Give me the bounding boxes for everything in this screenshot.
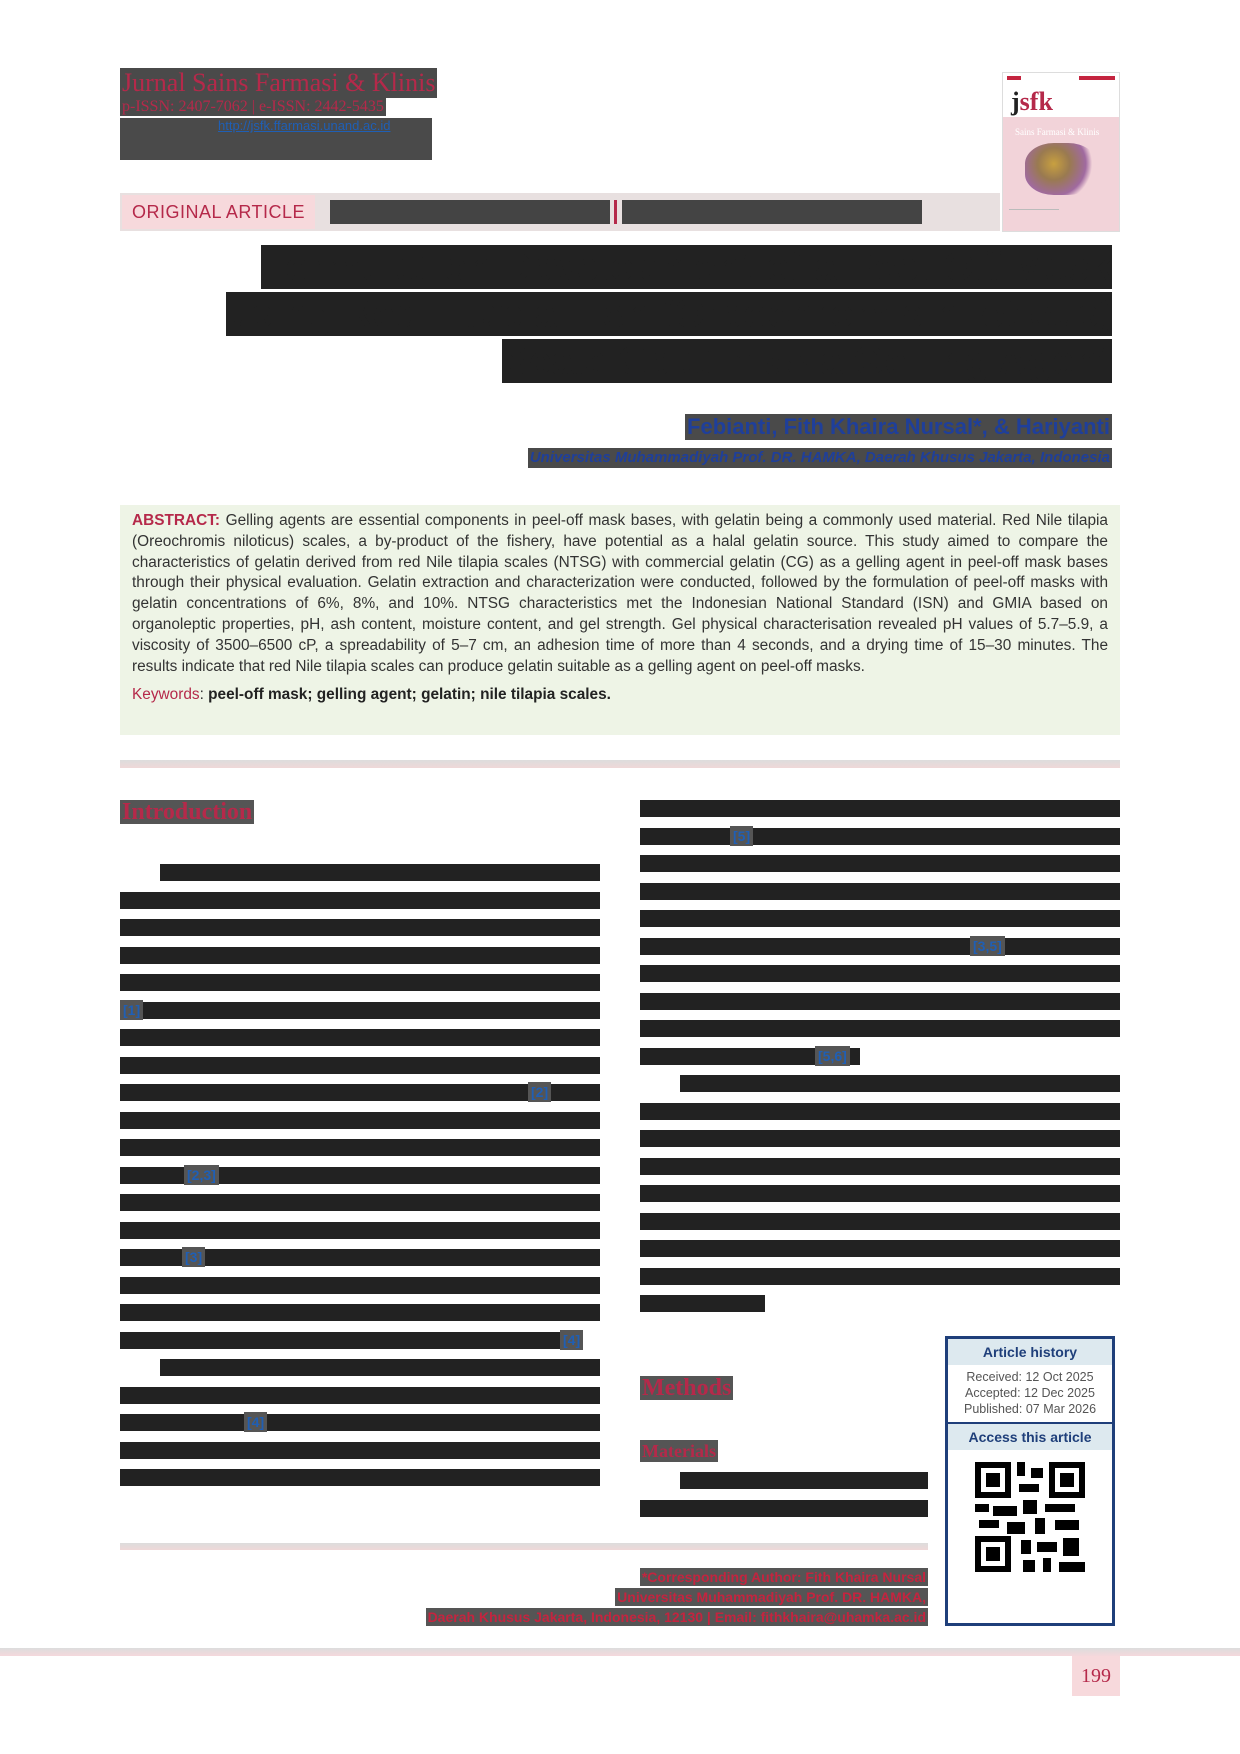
body-line xyxy=(120,1167,600,1184)
article-type-label: ORIGINAL ARTICLE xyxy=(122,195,315,229)
article-history-dates xyxy=(948,1365,1112,1424)
qr-finder xyxy=(1049,1462,1085,1498)
body-line xyxy=(640,1213,1120,1230)
body-line xyxy=(120,892,600,909)
title-line: using Red Tilapia Fish (Oreochromis niloticus) xyxy=(225,292,1112,336)
body-line xyxy=(120,1057,600,1074)
journal-url-link[interactable]: http://jsfk.ffarmasi.unand.ac.id xyxy=(218,118,391,133)
qr-finder xyxy=(975,1462,1011,1498)
body-line xyxy=(640,883,1120,900)
body-line xyxy=(640,938,1120,955)
body-line xyxy=(640,1268,1120,1285)
materials-text xyxy=(640,1472,928,1527)
body-line xyxy=(120,1029,600,1046)
article-title xyxy=(212,244,1112,385)
body-line xyxy=(120,1332,580,1349)
corresponding-address-email[interactable]: Daerah Khusus Jakarta, Indonesia, 12130 | Email: fithkhaira@uhamka.ac.id xyxy=(427,1609,926,1625)
published-date: Published: 07 Mar 2026 xyxy=(963,1402,1097,1416)
abstract-box xyxy=(120,505,1120,735)
heading-materials: Materials xyxy=(642,1441,716,1461)
citation-link[interactable]: [3] xyxy=(182,1247,205,1267)
cover-logo: jsfk xyxy=(1011,87,1053,116)
heading-methods: Methods xyxy=(642,1375,732,1401)
citation-link[interactable]: [3,5] xyxy=(970,936,1005,956)
heading-introduction: Introduction xyxy=(122,799,253,825)
keywords-list: peel-off mask; gelling agent; gelatin; nile tilapia scales. xyxy=(208,686,611,704)
body-column-left xyxy=(120,864,600,1497)
author-list: Febianti, Fith Khaira Nursal*, & Hariyanti xyxy=(687,414,1110,439)
body-line xyxy=(640,855,1120,872)
body-line xyxy=(640,1240,1120,1257)
body-line xyxy=(120,1442,600,1459)
molecule-illustration-icon xyxy=(1025,143,1097,195)
body-line xyxy=(640,1158,1120,1175)
article-meta-redacted-right xyxy=(622,200,922,224)
body-line xyxy=(120,1277,600,1294)
body-line xyxy=(640,1500,928,1517)
section-divider xyxy=(120,760,1120,768)
body-line xyxy=(120,947,600,964)
journal-issn: p-ISSN: 2407-7062 | e-ISSN: 2442-5435 xyxy=(122,98,384,115)
journal-name: Jurnal Sains Farmasi & Klinis xyxy=(122,68,436,97)
article-meta-redacted-left xyxy=(330,200,610,224)
body-line xyxy=(640,800,1120,817)
body-line xyxy=(640,965,1120,982)
article-history-heading: Article history xyxy=(948,1339,1112,1365)
journal-cover-image xyxy=(1002,72,1120,232)
body-line xyxy=(640,1185,1120,1202)
cover-top-mark xyxy=(1007,76,1021,80)
body-line xyxy=(120,1112,600,1129)
keywords-label: Keywords xyxy=(132,686,200,704)
citation-link[interactable]: [4] xyxy=(244,1412,267,1432)
body-line xyxy=(120,1304,600,1321)
accepted-date: Accepted: 12 Dec 2025 xyxy=(965,1386,1095,1400)
body-line xyxy=(120,1084,600,1101)
body-line xyxy=(120,919,600,936)
body-column-right xyxy=(640,800,1120,1323)
cover-title: Sains Farmasi & Klinis xyxy=(1015,127,1100,137)
body-line xyxy=(680,1472,928,1489)
citation-link[interactable]: [4] xyxy=(560,1330,583,1350)
keywords: Keywords: peel-off mask; gelling agent; gelatin; nile tilapia scales. xyxy=(132,686,611,704)
body-line xyxy=(640,1103,1120,1120)
qr-finder xyxy=(975,1536,1011,1572)
article-meta-separator xyxy=(614,200,617,224)
article-history-box xyxy=(945,1336,1115,1626)
body-line xyxy=(120,1469,600,1486)
body-line xyxy=(680,1075,1120,1092)
body-line xyxy=(160,1359,600,1376)
author-affiliation: Universitas Muhammadiyah Prof. DR. HAMKA, Daerah Khusus Jakarta, Indonesia xyxy=(529,449,1110,466)
body-line xyxy=(640,1130,1120,1147)
body-line xyxy=(120,1222,600,1239)
body-line xyxy=(120,1249,600,1266)
body-line xyxy=(120,1414,600,1431)
citation-link[interactable]: [2,3] xyxy=(184,1165,219,1185)
cover-top-band xyxy=(1079,76,1115,80)
footnote-divider xyxy=(120,1543,928,1550)
body-line xyxy=(640,1295,765,1312)
qr-code-icon[interactable] xyxy=(975,1462,1085,1572)
body-line xyxy=(120,1002,600,1019)
page-bottom-rule xyxy=(0,1648,1240,1656)
abstract-label: ABSTRACT: xyxy=(132,512,221,529)
abstract-text xyxy=(132,511,1108,677)
cover-publisher-info xyxy=(1009,209,1059,226)
citation-link[interactable]: [5] xyxy=(730,826,753,846)
body-line xyxy=(640,828,1120,845)
corresponding-affiliation: Universitas Muhammadiyah Prof. DR. HAMKA, xyxy=(617,1589,926,1605)
citation-link[interactable]: [1] xyxy=(120,1000,143,1020)
page-number: 199 xyxy=(1072,1656,1120,1696)
body-line xyxy=(640,910,1120,927)
body-line xyxy=(640,993,1120,1010)
body-line xyxy=(640,1020,1120,1037)
access-article-heading: Access this article xyxy=(948,1424,1112,1450)
citation-link[interactable]: [5,6] xyxy=(815,1046,850,1066)
title-line: Formulation Development of a Peel-Off Mask xyxy=(260,245,1112,289)
body-line xyxy=(120,1387,600,1404)
body-line xyxy=(120,1194,600,1211)
body-line xyxy=(120,974,600,991)
body-line xyxy=(160,864,600,881)
body-line xyxy=(120,1139,600,1156)
abstract-body: Gelling agents are essential components in peel-off mask bases, with gelatin being a commonly used material. Red Nile tilapia (Oreochromis niloticus) scales, a by-product of the fishery, have potential as a halal gelatin source. This study aimed to compare the characteristics of gelatin derived from red Nile tilapia scales (NTSG) with commercial gelatin (CG) as a gelling agent in peel-off mask bases through their physical evaluation. Gelatin extraction and characterization were conducted, followed by the formulation of peel-off masks with gelatin concentrations of 6%, 8%, and 10%. NTSG characteristics met the Indonesian National Standard (ISN) and GMIA based on organoleptic properties, pH, ash content, moisture content, and gel strength. Gel physical characterisation revealed pH values of 5.7–5.9, a viscosity of 3500–6500 cP, a spreadability of 5–7 cm, an adhesion time of more than 4 seconds, and a drying time of 15–30 minutes. The results indicate that red Nile tilapia scales can produce gelatin suitable as a gelling agent on peel-off masks. xyxy=(132,512,1108,675)
corresponding-author: *Corresponding Author: Fith Khaira Nursal xyxy=(641,1569,926,1585)
body-line xyxy=(640,1048,860,1065)
title-line: Scale Gelatin as a Gelling Agent xyxy=(502,339,1112,383)
citation-link[interactable]: [2] xyxy=(528,1082,551,1102)
received-date: Received: 12 Oct 2025 xyxy=(966,1370,1094,1384)
